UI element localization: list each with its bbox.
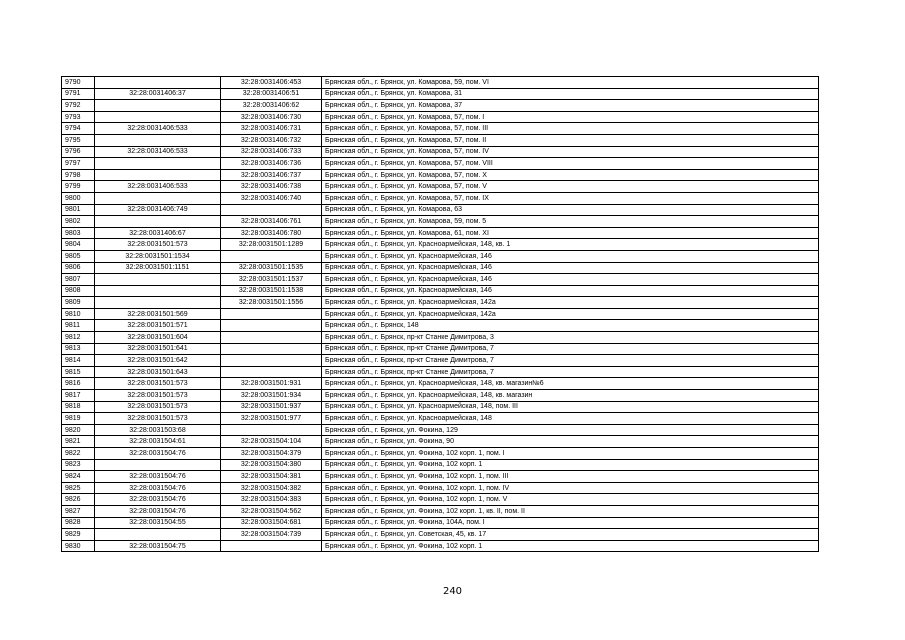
land-plot-number-cell [95,134,221,146]
table-row [62,390,819,402]
table-row [62,378,819,390]
object-number-cell: 32:28:0031501:1556 [221,297,322,309]
object-number-cell [221,332,322,344]
address-cell: Брянская обл., г. Брянск, ул. Красноармейская, 148 [322,413,819,425]
address-cell: Брянская обл., г. Брянск, ул. Советская, 45, кв. 17 [322,529,819,541]
object-number-cell: 32:28:0031501:1289 [221,239,322,251]
object-number-cell: 32:28:0031501:977 [221,413,322,425]
object-number-cell: 32:28:0031406:761 [221,216,322,228]
row-number-cell: 9822 [62,448,95,460]
land-plot-number-cell: 32:28:0031406:533 [95,146,221,158]
address-cell: Брянская обл., г. Брянск, пр-кт Станке Димитрова, 7 [322,366,819,378]
row-number-cell: 9805 [62,250,95,262]
registry-table-body [62,77,819,552]
table-row [62,216,819,228]
object-number-cell: 32:28:0031501:934 [221,390,322,402]
table-row [62,169,819,181]
address-cell: Брянская обл., г. Брянск, ул. Фокина, 90 [322,436,819,448]
row-number-cell: 9812 [62,332,95,344]
object-number-cell: 32:28:0031504:104 [221,436,322,448]
land-plot-number-cell: 32:28:0031406:749 [95,204,221,216]
address-cell: Брянская обл., г. Брянск, ул. Фокина, 102 корп. 1, пом. V [322,494,819,506]
land-plot-number-cell: 32:28:0031406:37 [95,88,221,100]
address-cell: Брянская обл., г. Брянск, ул. Комарова, 57, пом. III [322,123,819,135]
object-number-cell [221,320,322,332]
address-cell: Брянская обл., г. Брянск, ул. Красноармейская, 146 [322,274,819,286]
land-plot-number-cell: 32:28:0031501:569 [95,308,221,320]
table-row [62,505,819,517]
address-cell: Брянская обл., г. Брянск, ул. Комарова, 57, пом. X [322,169,819,181]
row-number-cell: 9810 [62,308,95,320]
table-row [62,77,819,89]
land-plot-number-cell: 32:28:0031501:643 [95,366,221,378]
registry-table [61,76,819,552]
table-row [62,123,819,135]
land-plot-number-cell: 32:28:0031501:573 [95,413,221,425]
object-number-cell [221,366,322,378]
table-row [62,320,819,332]
land-plot-number-cell: 32:28:0031504:76 [95,448,221,460]
object-number-cell [221,343,322,355]
land-plot-number-cell: 32:28:0031504:76 [95,505,221,517]
land-plot-number-cell: 32:28:0031504:76 [95,471,221,483]
object-number-cell: 32:28:0031406:780 [221,227,322,239]
object-number-cell: 32:28:0031406:731 [221,123,322,135]
address-cell: Брянская обл., г. Брянск, ул. Красноармейская, 148, кв. 1 [322,239,819,251]
address-cell: Брянская обл., г. Брянск, ул. Комарова, 57, пом. VIII [322,158,819,170]
address-cell: Брянская обл., г. Брянск, ул. Фокина, 102 корп. 1, кв. II, пом. II [322,505,819,517]
table-row [62,100,819,112]
row-number-cell: 9816 [62,378,95,390]
row-number-cell: 9819 [62,413,95,425]
address-cell: Брянская обл., г. Брянск, ул. Комарова, 61, пом. XI [322,227,819,239]
row-number-cell: 9829 [62,529,95,541]
table-row [62,227,819,239]
row-number-cell: 9796 [62,146,95,158]
land-plot-number-cell: 32:28:0031504:76 [95,482,221,494]
table-row [62,494,819,506]
table-row [62,158,819,170]
address-cell: Брянская обл., г. Брянск, ул. Комарова, 57, пом. IX [322,192,819,204]
row-number-cell: 9818 [62,401,95,413]
object-number-cell [221,250,322,262]
row-number-cell: 9797 [62,158,95,170]
address-cell: Брянская обл., г. Брянск, ул. Фокина, 104А, пом. I [322,517,819,529]
table-row [62,471,819,483]
table-row [62,88,819,100]
land-plot-number-cell: 32:28:0031503:68 [95,424,221,436]
land-plot-number-cell: 32:28:0031501:641 [95,343,221,355]
row-number-cell: 9825 [62,482,95,494]
object-number-cell: 32:28:0031406:62 [221,100,322,112]
address-cell: Брянская обл., г. Брянск, пр-кт Станке Димитрова, 7 [322,343,819,355]
row-number-cell: 9790 [62,77,95,89]
land-plot-number-cell [95,158,221,170]
row-number-cell: 9815 [62,366,95,378]
table-row [62,529,819,541]
row-number-cell: 9792 [62,100,95,112]
address-cell: Брянская обл., г. Брянск, пр-кт Станке Димитрова, 7 [322,355,819,367]
table-row [62,332,819,344]
address-cell: Брянская обл., г. Брянск, ул. Комарова, 59, пом. VI [322,77,819,89]
land-plot-number-cell: 32:28:0031501:573 [95,378,221,390]
row-number-cell: 9798 [62,169,95,181]
address-cell: Брянская обл., г. Брянск, ул. Комарова, 57, пом. I [322,111,819,123]
object-number-cell: 32:28:0031406:736 [221,158,322,170]
land-plot-number-cell [95,529,221,541]
object-number-cell [221,308,322,320]
table-row [62,239,819,251]
land-plot-number-cell [95,285,221,297]
table-row [62,517,819,529]
object-number-cell: 32:28:0031501:1538 [221,285,322,297]
object-number-cell: 32:28:0031504:681 [221,517,322,529]
address-cell: Брянская обл., г. Брянск, 148 [322,320,819,332]
row-number-cell: 9820 [62,424,95,436]
row-number-cell: 9828 [62,517,95,529]
land-plot-number-cell: 32:28:0031501:604 [95,332,221,344]
table-row [62,262,819,274]
table-row [62,146,819,158]
land-plot-number-cell: 32:28:0031501:642 [95,355,221,367]
row-number-cell: 9824 [62,471,95,483]
address-cell: Брянская обл., г. Брянск, пр-кт Станке Димитрова, 3 [322,332,819,344]
table-row [62,343,819,355]
table-row [62,192,819,204]
object-number-cell: 32:28:0031406:737 [221,169,322,181]
row-number-cell: 9814 [62,355,95,367]
page-number: 240 [442,586,463,597]
address-cell: Брянская обл., г. Брянск, ул. Красноармейская, 146 [322,262,819,274]
table-row [62,308,819,320]
table-row [62,424,819,436]
table-row [62,413,819,425]
object-number-cell: 32:28:0031406:730 [221,111,322,123]
object-number-cell: 32:28:0031501:931 [221,378,322,390]
object-number-cell [221,204,322,216]
address-cell: Брянская обл., г. Брянск, ул. Красноармейская, 148, кв. магазин [322,390,819,402]
address-cell: Брянская обл., г. Брянск, ул. Красноармейская, 146 [322,250,819,262]
table-row [62,482,819,494]
object-number-cell: 32:28:0031504:383 [221,494,322,506]
object-number-cell [221,424,322,436]
land-plot-number-cell: 32:28:0031504:55 [95,517,221,529]
row-number-cell: 9800 [62,192,95,204]
row-number-cell: 9794 [62,123,95,135]
object-number-cell: 32:28:0031504:562 [221,505,322,517]
land-plot-number-cell [95,216,221,228]
address-cell: Брянская обл., г. Брянск, ул. Комарова, 57, пом. II [322,134,819,146]
table-row [62,366,819,378]
table-row [62,181,819,193]
object-number-cell: 32:28:0031504:379 [221,448,322,460]
table-row [62,448,819,460]
object-number-cell: 32:28:0031504:381 [221,471,322,483]
row-number-cell: 9793 [62,111,95,123]
land-plot-number-cell: 32:28:0031501:573 [95,401,221,413]
row-number-cell: 9830 [62,540,95,552]
address-cell: Брянская обл., г. Брянск, ул. Комарова, 59, пом. 5 [322,216,819,228]
row-number-cell: 9821 [62,436,95,448]
table-row [62,204,819,216]
object-number-cell: 32:28:0031406:740 [221,192,322,204]
land-plot-number-cell [95,111,221,123]
row-number-cell: 9811 [62,320,95,332]
table-row [62,285,819,297]
object-number-cell: 32:28:0031406:732 [221,134,322,146]
table-row [62,134,819,146]
row-number-cell: 9791 [62,88,95,100]
table-row [62,436,819,448]
row-number-cell: 9804 [62,239,95,251]
address-cell: Брянская обл., г. Брянск, ул. Комарова, 57, пом. V [322,181,819,193]
land-plot-number-cell [95,77,221,89]
land-plot-number-cell: 32:28:0031406:67 [95,227,221,239]
object-number-cell [221,540,322,552]
table-row [62,459,819,471]
address-cell: Брянская обл., г. Брянск, ул. Фокина, 102 корп. 1, пом. III [322,471,819,483]
land-plot-number-cell: 32:28:0031406:533 [95,123,221,135]
table-row [62,250,819,262]
row-number-cell: 9802 [62,216,95,228]
row-number-cell: 9806 [62,262,95,274]
table-row [62,540,819,552]
land-plot-number-cell [95,274,221,286]
land-plot-number-cell: 32:28:0031504:75 [95,540,221,552]
object-number-cell: 32:28:0031406:733 [221,146,322,158]
address-cell: Брянская обл., г. Брянск, ул. Фокина, 102 корп. 1 [322,540,819,552]
address-cell: Брянская обл., г. Брянск, ул. Фокина, 102 корп. 1 [322,459,819,471]
table-row [62,401,819,413]
object-number-cell: 32:28:0031406:51 [221,88,322,100]
address-cell: Брянская обл., г. Брянск, ул. Комарова, 37 [322,100,819,112]
table-row [62,355,819,367]
land-plot-number-cell [95,100,221,112]
object-number-cell: 32:28:0031504:382 [221,482,322,494]
row-number-cell: 9799 [62,181,95,193]
land-plot-number-cell: 32:28:0031501:571 [95,320,221,332]
land-plot-number-cell [95,459,221,471]
land-plot-number-cell [95,297,221,309]
row-number-cell: 9808 [62,285,95,297]
land-plot-number-cell [95,169,221,181]
address-cell: Брянская обл., г. Брянск, ул. Красноармейская, 148, кв. магазин№6 [322,378,819,390]
object-number-cell: 32:28:0031501:1537 [221,274,322,286]
row-number-cell: 9826 [62,494,95,506]
object-number-cell: 32:28:0031501:937 [221,401,322,413]
land-plot-number-cell: 32:28:0031504:76 [95,494,221,506]
object-number-cell [221,355,322,367]
land-plot-number-cell: 32:28:0031501:573 [95,239,221,251]
row-number-cell: 9807 [62,274,95,286]
address-cell: Брянская обл., г. Брянск, ул. Красноармейская, 142а [322,297,819,309]
address-cell: Брянская обл., г. Брянск, ул. Комарова, 63 [322,204,819,216]
address-cell: Брянская обл., г. Брянск, ул. Фокина, 129 [322,424,819,436]
land-plot-number-cell: 32:28:0031504:61 [95,436,221,448]
address-cell: Брянская обл., г. Брянск, ул. Комарова, 31 [322,88,819,100]
row-number-cell: 9813 [62,343,95,355]
object-number-cell: 32:28:0031504:380 [221,459,322,471]
land-plot-number-cell [95,192,221,204]
row-number-cell: 9803 [62,227,95,239]
row-number-cell: 9823 [62,459,95,471]
address-cell: Брянская обл., г. Брянск, ул. Фокина, 102 корп. 1, пом. IV [322,482,819,494]
land-plot-number-cell: 32:28:0031406:533 [95,181,221,193]
object-number-cell: 32:28:0031501:1535 [221,262,322,274]
row-number-cell: 9827 [62,505,95,517]
table-row [62,111,819,123]
object-number-cell: 32:28:0031406:453 [221,77,322,89]
table-row [62,297,819,309]
address-cell: Брянская обл., г. Брянск, ул. Красноармейская, 142а [322,308,819,320]
row-number-cell: 9801 [62,204,95,216]
table-row [62,274,819,286]
object-number-cell: 32:28:0031406:738 [221,181,322,193]
address-cell: Брянская обл., г. Брянск, ул. Красноармейская, 148, пом. III [322,401,819,413]
object-number-cell: 32:28:0031504:739 [221,529,322,541]
row-number-cell: 9795 [62,134,95,146]
address-cell: Брянская обл., г. Брянск, ул. Комарова, 57, пом. IV [322,146,819,158]
land-plot-number-cell: 32:28:0031501:573 [95,390,221,402]
land-plot-number-cell: 32:28:0031501:1151 [95,262,221,274]
row-number-cell: 9817 [62,390,95,402]
row-number-cell: 9809 [62,297,95,309]
land-plot-number-cell: 32:28:0031501:1534 [95,250,221,262]
address-cell: Брянская обл., г. Брянск, ул. Фокина, 102 корп. 1, пом. I [322,448,819,460]
address-cell: Брянская обл., г. Брянск, ул. Красноармейская, 146 [322,285,819,297]
